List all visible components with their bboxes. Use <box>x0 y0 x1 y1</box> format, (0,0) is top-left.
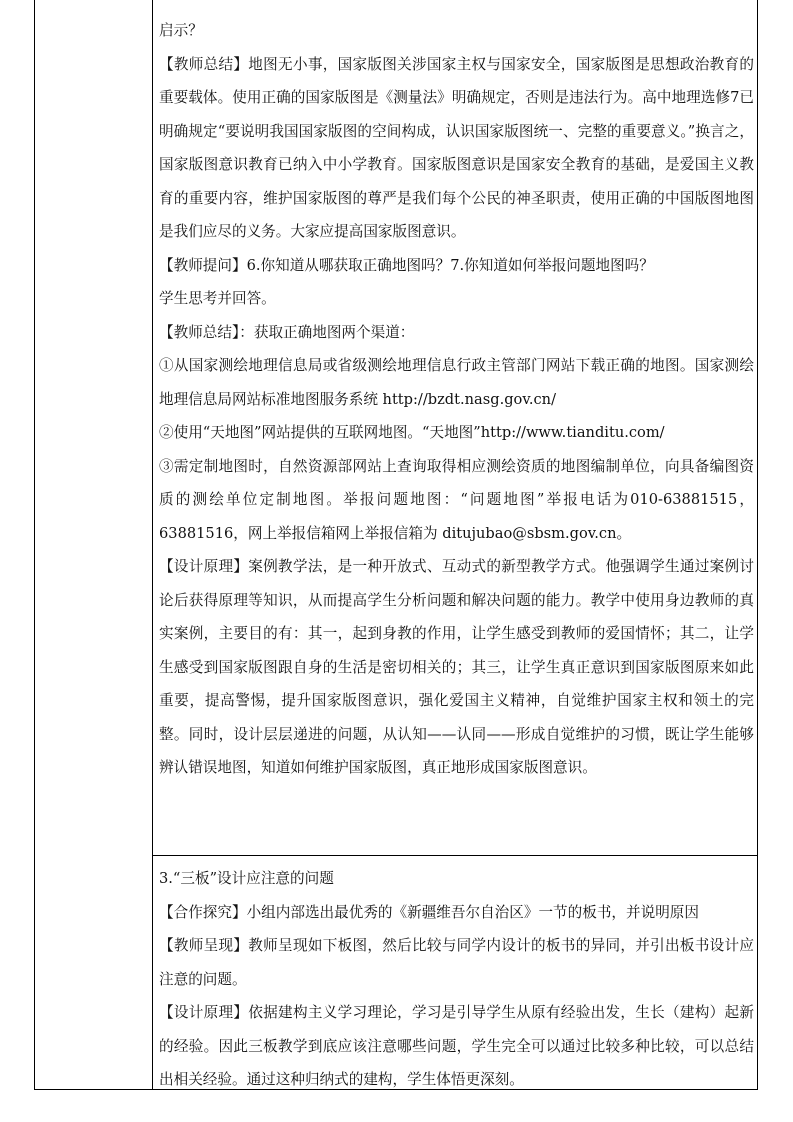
paragraph-text: ：获取正确地图两个渠道： <box>239 323 415 341</box>
paragraph <box>159 316 754 350</box>
cell-content-2 <box>159 856 754 1097</box>
paragraph <box>159 249 754 283</box>
paragraph-label: 【教师总结】 <box>159 55 249 73</box>
paragraph-text: ①从国家测绘地理信息局或省级测绘地理信息行政主管部门网站下载正确的地图。国家测绘地理信息局网站标准地图服务系统 http://bzdt.nasg.gov.cn/ <box>159 357 754 408</box>
paragraph-label: 【教师提问】 <box>159 256 247 274</box>
paragraph <box>159 862 754 896</box>
paragraph-label: 【教师呈现】 <box>159 937 249 954</box>
paragraph <box>159 14 754 48</box>
paragraph-label: 【设计原理】 <box>159 1004 249 1021</box>
paragraph-text: 依据建构主义学习理论，学习是引导学生从原有经验出发，生长（建构）起新的经验。因此三板教学到底应该注意哪些问题，学生完全可以通过比较多种比较，可以总结出相关经验。通过这种归纳式的建构，学生体悟更深刻。 <box>159 1004 754 1088</box>
paragraph <box>159 349 754 416</box>
paragraph-text: 学生思考并回答。 <box>159 290 276 307</box>
paragraph <box>159 282 754 316</box>
paragraph-label: 【教师总结】 <box>159 323 240 341</box>
paragraph-text: ②使用“天地图”网站提供的互联网地图。“天地图”http://www.tianditu.com/ <box>159 424 665 441</box>
cell-content-1 <box>159 0 754 785</box>
paragraph <box>159 48 754 249</box>
paragraph-text: ③需定制地图时，自然资源部网站上查询取得相应测绘资质的地图编制单位，向具备编图资质的测绘单位定制地图。举报问题地图：“问题地图”举报电话为010-63881515，63881516，网上举报信箱网上举报信箱为 ditujubao@sbsm.gov.cn。 <box>159 457 754 542</box>
paragraph-text: 启示？ <box>159 22 203 39</box>
paragraph-label: 【设计原理】 <box>159 558 249 575</box>
paragraph-text: 小组内部选出最优秀的《新疆维吾尔自治区》一节的板书，并说明原因 <box>246 903 699 921</box>
paragraph <box>159 896 754 930</box>
paragraph <box>159 550 754 785</box>
paragraph-text: 案例教学法，是一种开放式、互动式的新型教学方式。他强调学生通过案例讨论后获得原理等知识，从而提高学生分析问题和解决问题的能力。教学中使用身边教师的真实案例，主要目的有：其一，起到身教的作用，让学生感受到教师的爱国情怀；其二，让学生感受到国家版图跟自身的生活是密切相关的；其三，让学生真正意识到国家版图原来如此重要，提高警惕，提升国家版图意识，强化爱国主义精神，自觉维护国家主权和领土的完整。同时，设计层层递进的问题，从认知——认同——形成自觉维护的习惯，既让学生能够辨认错误地图，知道如何维护国家版图，真正地形成国家版图意识。 <box>159 558 754 776</box>
paragraph <box>159 450 754 551</box>
paragraph-text: 教师呈现如下板图，然后比较与同学内设计的板书的异同，并引出板书设计应注意的问题。 <box>159 937 754 988</box>
paragraph-text: 6.你知道从哪获取正确地图吗？7.你知道如何举报问题地图吗？ <box>246 256 654 274</box>
paragraph-text: 地图无小事，国家版图关涉国家主权与国家安全，国家版图是思想政治教育的重要载体。使用正确的国家版图是《测量法》明确规定，否则是违法行为。高中地理选修7已明确规定“要说明我国国家版图的空间构成，认识国家版图统一、完整的重要意义。”换言之，国家版图意识教育已纳入中小学教育。国家版图意识是国家安全教育的基础，是爱国主义教育的重要内容，维护国家版图的尊严是我们每个公民的神圣职责，使用正确的中国版图地图是我们应尽的义务。大家应提高国家版图意识。 <box>159 55 754 240</box>
paragraph <box>159 416 754 450</box>
paragraph-label: 【合作探究】 <box>159 903 247 921</box>
paragraph <box>159 996 754 1097</box>
table-row-1 <box>153 0 757 855</box>
lesson-table <box>34 0 758 1090</box>
paragraph <box>159 929 754 996</box>
table-row-2 <box>153 855 757 1089</box>
paragraph-text: 3.“三板”设计应注意的问题 <box>159 870 334 887</box>
